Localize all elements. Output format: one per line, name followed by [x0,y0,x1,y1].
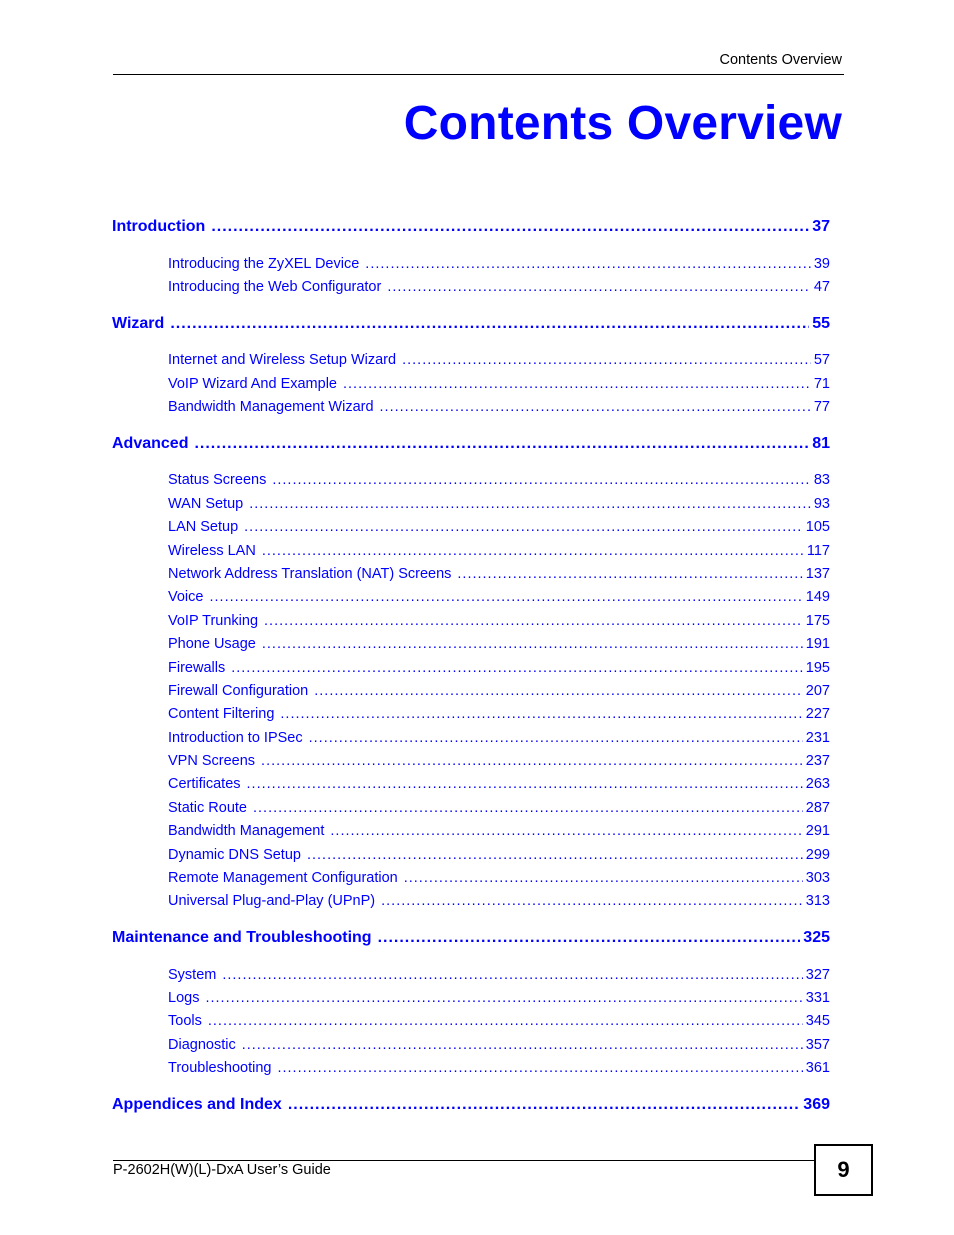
page-number-box [814,1144,873,1196]
toc-dot-leader [194,435,809,453]
toc-dot-leader [280,706,802,722]
toc-page-number: 71 [813,376,830,392]
toc-page-number: 81 [812,435,830,452]
toc-dot-leader [262,543,804,559]
toc-entry-link[interactable] [168,1037,830,1053]
toc-section-link[interactable] [112,929,830,947]
toc-dot-leader [387,279,811,295]
toc-title: Introducing the Web Configurator [168,279,382,295]
toc-title: Logs [168,990,200,1006]
toc-dot-leader [404,870,803,886]
toc-section-link[interactable] [112,315,830,333]
toc-page-number: 357 [805,1037,830,1053]
toc-entry-link[interactable] [168,1060,830,1076]
toc-dot-leader [457,566,802,582]
toc-section-link[interactable] [112,435,830,453]
toc-entry-link[interactable] [168,706,830,722]
toc-entry-link[interactable] [168,496,830,512]
toc-title: Certificates [168,776,241,792]
toc-page-number: 207 [805,683,830,699]
toc-entry-link[interactable] [168,279,830,295]
toc-dot-leader [242,1037,803,1053]
toc-dot-leader [253,800,803,816]
toc-title: Internet and Wireless Setup Wizard [168,352,397,368]
toc-title: Wireless LAN [168,543,256,559]
toc-entry-link[interactable] [168,730,830,746]
toc-page-number: 191 [805,636,830,652]
toc-title: System [168,967,217,983]
toc-section-link[interactable] [112,218,830,236]
toc-dot-leader [277,1060,802,1076]
toc-page-number: 325 [803,929,830,946]
toc-title: Introducing the ZyXEL Device [168,256,360,272]
toc-dot-leader [264,613,803,629]
toc-dot-leader [309,730,803,746]
toc-page-number: 47 [813,279,830,295]
toc-page-number: 77 [813,399,830,415]
toc-entry-link[interactable] [168,847,830,863]
toc-title: Tools [168,1013,202,1029]
toc-page-number: 83 [813,472,830,488]
toc-entry-link[interactable] [168,823,830,839]
toc-entry-link[interactable] [168,870,830,886]
toc-title: Network Address Translation (NAT) Screens [168,566,452,582]
toc-dot-leader [244,519,803,535]
toc-dot-leader [249,496,811,512]
toc-page-number: 137 [805,566,830,582]
toc-dot-leader [402,352,811,368]
toc-entry-link[interactable] [168,399,830,415]
toc-dot-leader [307,847,803,863]
toc-entry-link[interactable] [168,256,830,272]
toc-section-link[interactable] [112,1096,830,1114]
toc-entry-link[interactable] [168,990,830,1006]
toc-entry-link[interactable] [168,376,830,392]
toc-title: Introduction to IPSec [168,730,303,746]
toc-page-number: 57 [813,352,830,368]
toc-title: Universal Plug-and-Play (UPnP) [168,893,376,909]
toc-page-number: 331 [805,990,830,1006]
footer-guide-name: P-2602H(W)(L)-DxA User’s Guide [113,1162,331,1178]
toc-title: Firewall Configuration [168,683,309,699]
page-number: 9 [837,1157,850,1182]
toc-title: Dynamic DNS Setup [168,847,301,863]
toc-entry-link[interactable] [168,683,830,699]
toc-title: Content Filtering [168,706,275,722]
toc-title: Bandwidth Management [168,823,325,839]
toc-entry-link[interactable] [168,967,830,983]
toc-dot-leader [247,776,803,792]
toc-page-number: 195 [805,660,830,676]
toc-entry-link[interactable] [168,660,830,676]
toc-page-number: 361 [805,1060,830,1076]
toc-dot-leader [272,472,811,488]
toc-dot-leader [261,753,803,769]
toc-entry-link[interactable] [168,543,830,559]
toc-entry-link[interactable] [168,753,830,769]
toc-entry-link[interactable] [168,519,830,535]
toc-page-number: 327 [805,967,830,983]
toc-dot-leader [380,399,811,415]
toc-title: Bandwidth Management Wizard [168,399,374,415]
toc-page-number: 55 [812,315,830,332]
toc-dot-leader [211,218,809,236]
toc-page-number: 175 [805,613,830,629]
toc-title: Diagnostic [168,1037,236,1053]
toc-page-number: 287 [805,800,830,816]
toc-page-number: 105 [805,519,830,535]
toc-title: Status Screens [168,472,267,488]
toc-page-number: 263 [805,776,830,792]
toc-entry-link[interactable] [168,472,830,488]
header-section-label: Contents Overview [719,52,842,68]
toc-page-number: 237 [805,753,830,769]
toc-entry-link[interactable] [168,800,830,816]
toc-page-number: 313 [805,893,830,909]
footer-rule [113,1160,815,1161]
toc-page-number: 231 [805,730,830,746]
toc-dot-leader [231,660,803,676]
toc-title: Static Route [168,800,247,816]
toc-title: Wizard [112,315,165,332]
toc-entry-link[interactable] [168,776,830,792]
toc-dot-leader [314,683,803,699]
header-rule [113,74,844,75]
toc-title: VoIP Wizard And Example [168,376,337,392]
toc-dot-leader [378,929,801,947]
toc-dot-leader [222,967,802,983]
toc-title: Maintenance and Troubleshooting [112,929,372,946]
toc-page-number: 345 [805,1013,830,1029]
toc-title: Phone Usage [168,636,256,652]
toc-page-number: 93 [813,496,830,512]
toc-title: WAN Setup [168,496,244,512]
toc-dot-leader [208,1013,803,1029]
toc-title: VoIP Trunking [168,613,259,629]
toc-page-number: 299 [805,847,830,863]
page-title: Contents Overview [403,97,842,150]
toc-page-number: 149 [805,589,830,605]
toc-page-number: 303 [805,870,830,886]
toc-dot-leader [365,256,811,272]
toc-dot-leader [262,636,803,652]
toc-entry-link[interactable] [168,636,830,652]
toc-dot-leader [330,823,802,839]
toc-dot-leader [205,990,802,1006]
toc-dot-leader [343,376,811,392]
toc-dot-leader [170,315,809,333]
toc-entry-link[interactable] [168,566,830,582]
toc-dot-leader [381,893,803,909]
toc-title: Firewalls [168,660,226,676]
toc-title: Voice [168,589,204,605]
toc-title: Appendices and Index [112,1096,282,1113]
toc-entry-link[interactable] [168,352,830,368]
toc-title: Troubleshooting [168,1060,272,1076]
toc-page-number: 291 [805,823,830,839]
toc-title: LAN Setup [168,519,239,535]
toc-entry-link[interactable] [168,893,830,909]
toc-page-number: 369 [803,1096,830,1113]
toc-title: VPN Screens [168,753,256,769]
toc-dot-leader [288,1096,800,1114]
toc-title: Advanced [112,435,189,452]
toc-entry-link[interactable] [168,589,830,605]
toc-page-number: 227 [805,706,830,722]
toc-dot-leader [209,589,802,605]
toc-page-number: 117 [806,543,830,559]
toc-title: Introduction [112,218,206,235]
toc-page-number: 39 [813,256,830,272]
toc-page-number: 37 [812,218,830,235]
toc-title: Remote Management Configuration [168,870,398,886]
toc-entry-link[interactable] [168,1013,830,1029]
toc-entry-link[interactable] [168,613,830,629]
